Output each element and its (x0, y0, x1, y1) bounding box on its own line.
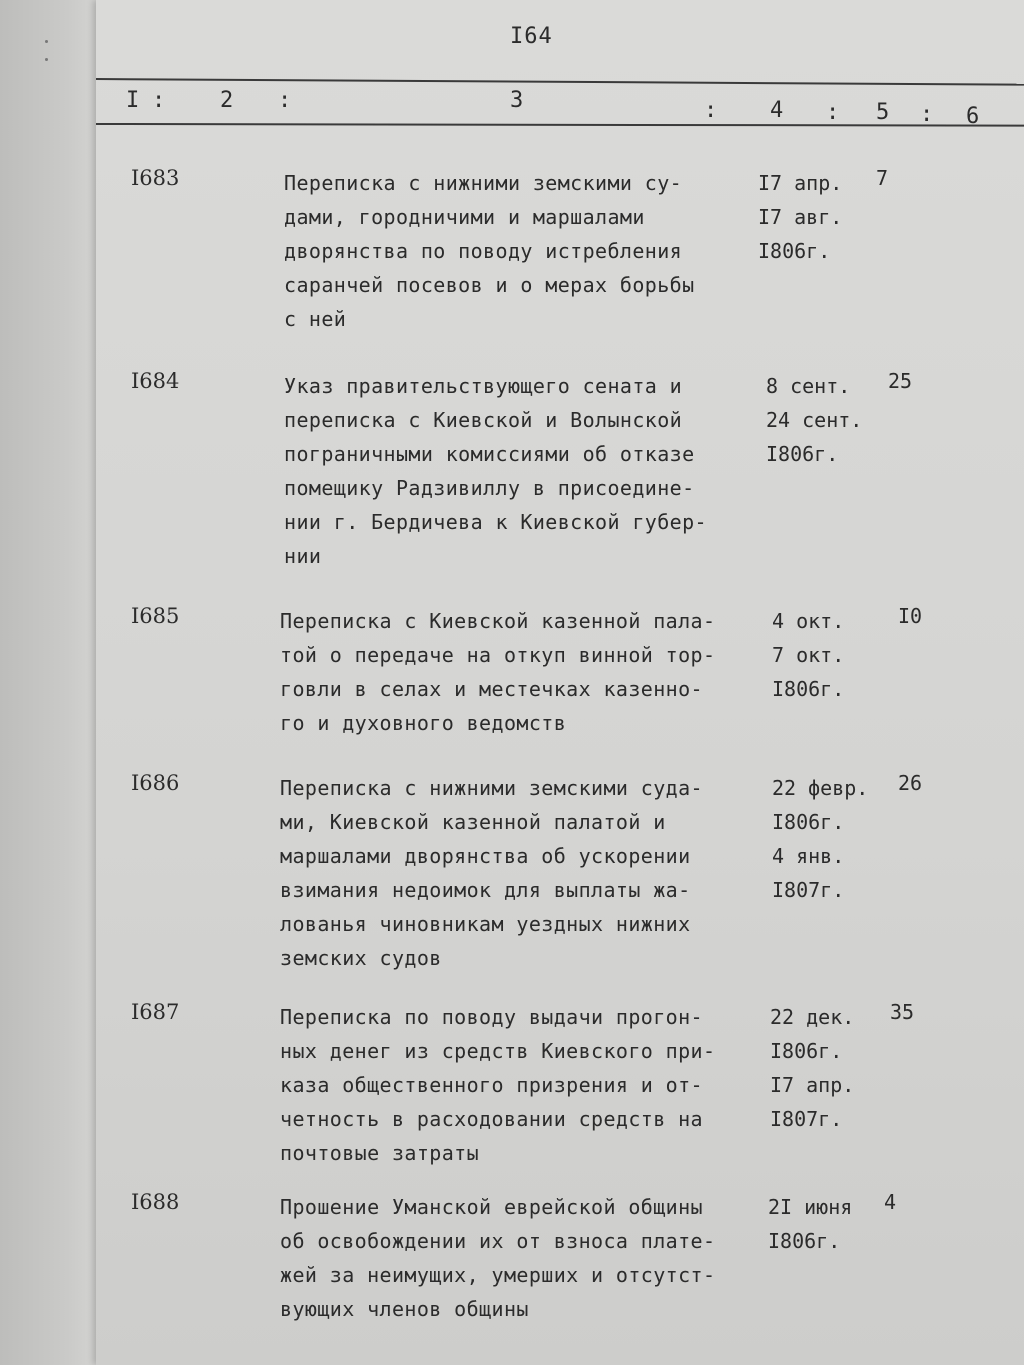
column-separator: : (152, 88, 166, 113)
record-dates (768, 1190, 852, 1258)
record-description (284, 166, 764, 336)
record-number: I688 (131, 1190, 180, 1214)
description-line: маршалами дворянства об ускорении (280, 844, 691, 868)
column-separator: : (920, 102, 934, 127)
description-line: дворянства по поводу истребления (284, 239, 683, 263)
description-line: помещику Радзивиллу в присоедине- (284, 476, 695, 500)
date-line: 4 янв. (772, 844, 845, 868)
description-line: говли в селах и местечках казенно- (280, 677, 703, 701)
record-sheet-count: 4 (884, 1190, 897, 1214)
page-number: I64 (510, 24, 553, 49)
description-line: земских судов (280, 946, 442, 970)
date-line: I806г. (766, 442, 839, 466)
description-line: ных денег из средств Киевского при- (280, 1039, 716, 1063)
description-line: взимания недоимок для выплаты жа- (280, 878, 691, 902)
record-description (280, 1190, 760, 1326)
description-line: жей за неимущих, умерших и отсутст- (280, 1263, 716, 1287)
record-sheet-count: I0 (898, 604, 923, 628)
description-line: с ней (284, 307, 347, 331)
column-header-1: I (126, 88, 140, 113)
description-line: го и духовного ведомств (280, 711, 567, 735)
date-line: I7 авг. (758, 205, 843, 229)
date-line: 24 сент. (766, 408, 863, 432)
column-header-6: 6 (966, 104, 980, 129)
date-line: I7 апр. (758, 171, 843, 195)
date-line: 8 сент. (766, 374, 851, 398)
description-line: нии (284, 544, 322, 568)
column-separator: : (826, 100, 840, 125)
description-line: саранчей посевов и о мерах борьбы (284, 273, 695, 297)
record-dates (770, 1000, 854, 1136)
record-dates (772, 771, 868, 907)
date-line: 7 окт. (772, 643, 845, 667)
record-sheet-count: 35 (890, 1000, 915, 1024)
date-line: I806г. (770, 1039, 843, 1063)
description-line: об освобождении их от взноса плате- (280, 1229, 716, 1253)
record-sheet-count: 7 (876, 166, 889, 190)
date-line: 22 дек. (770, 1005, 855, 1029)
description-line: пограничными комиссиями об отказе (284, 442, 695, 466)
description-line: нии г. Бердичева к Киевской губер- (284, 510, 707, 534)
record-description (280, 771, 760, 975)
record-sheet-count: 25 (888, 369, 913, 393)
description-line: Переписка с Киевской казенной пала- (280, 609, 716, 633)
record-sheet-count: 26 (898, 771, 923, 795)
description-line: лованья чиновникам уездных нижних (280, 912, 691, 936)
date-line: I807г. (770, 1107, 843, 1131)
record-number: I683 (131, 166, 180, 190)
record-number: I687 (131, 1000, 180, 1024)
date-line: I806г. (772, 677, 845, 701)
column-header-3: 3 (510, 88, 524, 113)
record-description (280, 604, 760, 740)
date-line: 4 окт. (772, 609, 845, 633)
description-line: Переписка по поводу выдачи прогон- (280, 1005, 703, 1029)
binding-margin (0, 0, 96, 1365)
record-number: I686 (131, 771, 180, 795)
date-line: I806г. (772, 810, 845, 834)
description-line: Переписка с нижними земскими суда- (280, 776, 703, 800)
date-line: 2I июня (768, 1195, 853, 1219)
date-line: I806г. (758, 239, 831, 263)
column-header-4: 4 (770, 98, 784, 123)
record-dates (766, 369, 862, 471)
description-line: ми, Киевской казенной палатой и (280, 810, 666, 834)
description-line: вующих членов общины (280, 1297, 529, 1321)
column-header-5: 5 (876, 100, 890, 125)
description-line: дами, городничими и маршалами (284, 205, 645, 229)
record-description (284, 369, 764, 573)
date-line: I806г. (768, 1229, 841, 1253)
column-separator: : (278, 88, 292, 113)
column-header-2: 2 (220, 88, 234, 113)
description-line: Указ правительствующего сената и (284, 374, 683, 398)
record-number: I685 (131, 604, 180, 628)
description-line: Прошение Уманской еврейской общины (280, 1195, 703, 1219)
record-description (280, 1000, 760, 1170)
date-line: I807г. (772, 878, 845, 902)
column-separator: : (704, 98, 718, 123)
record-dates (772, 604, 844, 706)
date-line: I7 апр. (770, 1073, 855, 1097)
description-line: четность в расходовании средств на (280, 1107, 703, 1131)
record-dates (758, 166, 842, 268)
description-line: той о передаче на откуп винной тор- (280, 643, 716, 667)
paper-speck (45, 58, 48, 61)
description-line: переписка с Киевской и Волынской (284, 408, 683, 432)
description-line: почтовые затраты (280, 1141, 480, 1165)
description-line: Переписка с нижними земскими су- (284, 171, 683, 195)
record-number: I684 (131, 369, 180, 393)
description-line: каза общественного призрения и от- (280, 1073, 703, 1097)
paper-speck (45, 40, 48, 43)
date-line: 22 февр. (772, 776, 869, 800)
